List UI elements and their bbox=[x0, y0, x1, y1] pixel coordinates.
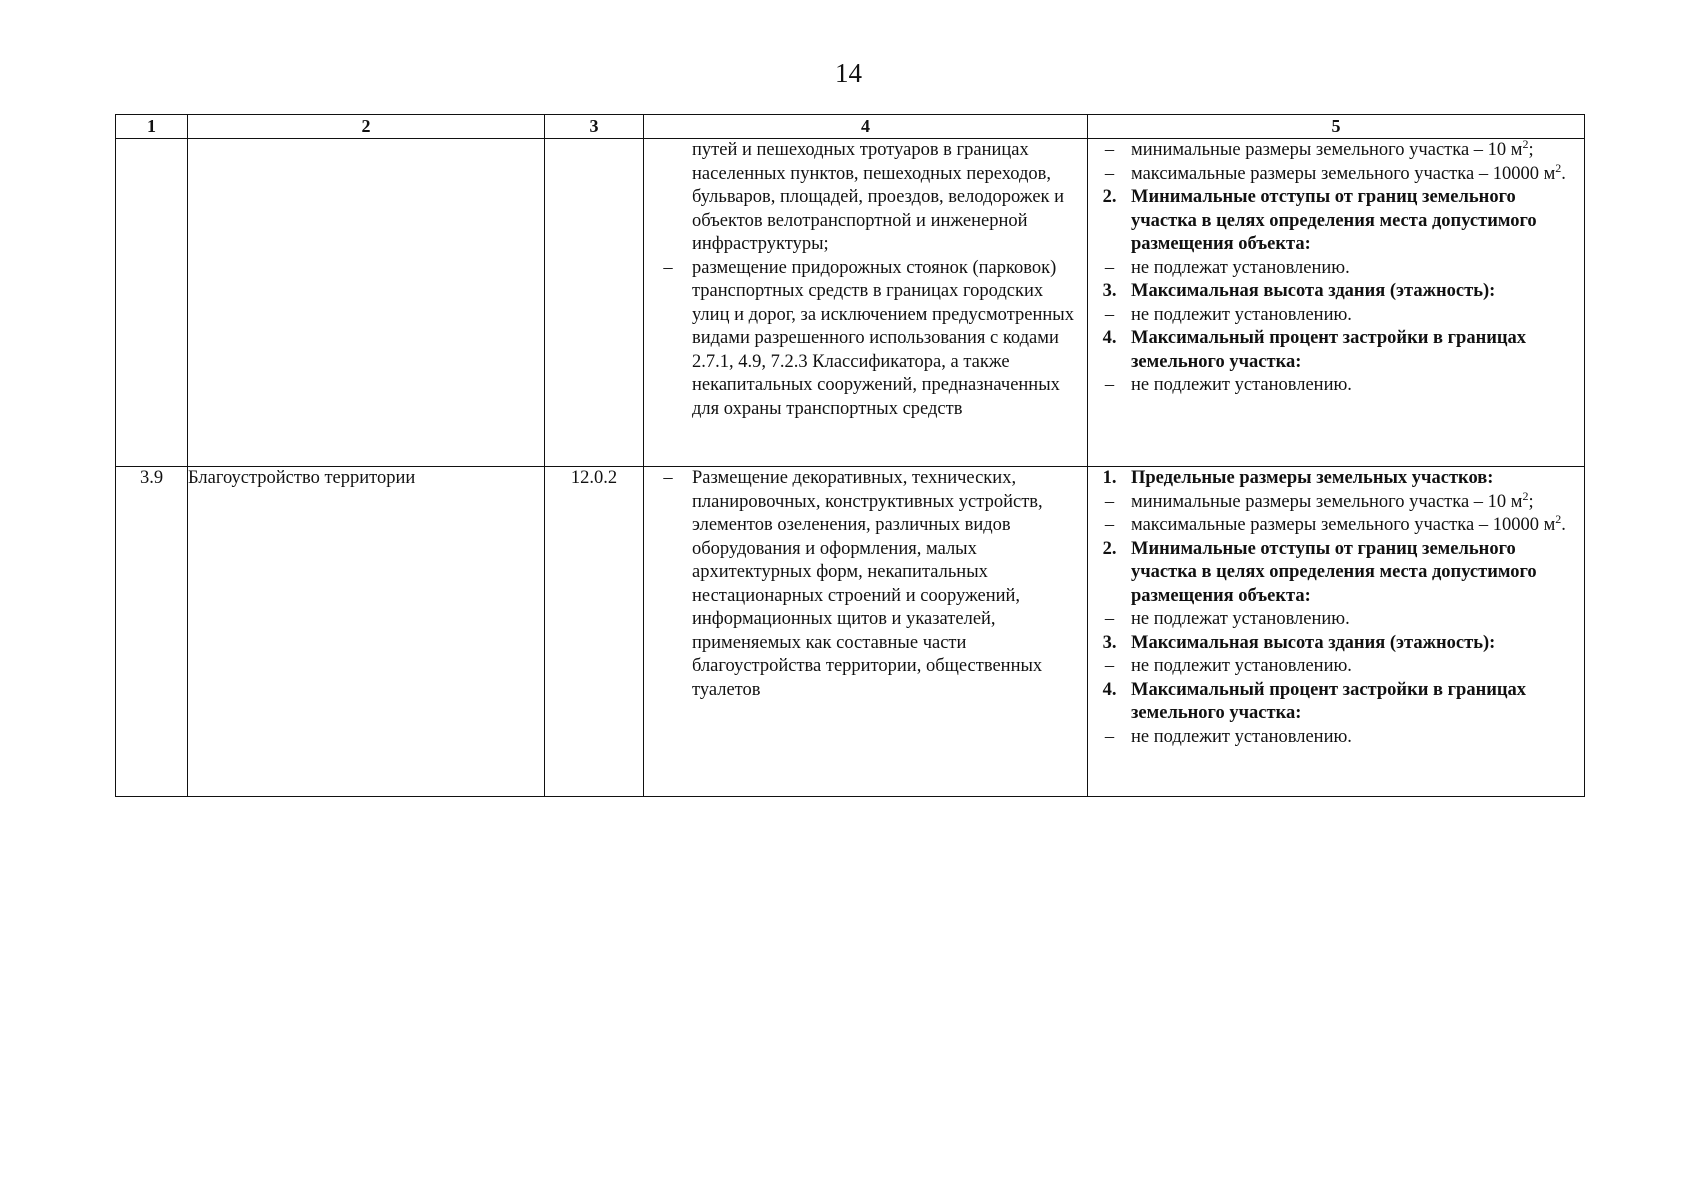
superscript: 2 bbox=[1522, 136, 1529, 151]
parameter-item bbox=[1088, 136, 1584, 163]
bullet-dash: – bbox=[1104, 163, 1115, 184]
parameter-number: 1. bbox=[1102, 468, 1117, 488]
parameter-heading bbox=[1131, 679, 1584, 726]
parameter-heading bbox=[1131, 538, 1584, 609]
land-use-name bbox=[188, 139, 545, 467]
parameter-value bbox=[1131, 488, 1584, 515]
parameter-item bbox=[1088, 679, 1584, 726]
bullet-dash: – bbox=[1104, 491, 1115, 512]
parameter-number: 4. bbox=[1102, 328, 1117, 348]
punctuation: ; bbox=[1528, 140, 1534, 160]
punctuation: . bbox=[1561, 515, 1566, 535]
parameter-number: 4. bbox=[1102, 679, 1117, 700]
bullet-dash: – bbox=[1104, 304, 1115, 325]
header-col-2: 2 bbox=[188, 115, 545, 139]
land-use-name: Благоустройство территории bbox=[188, 467, 545, 797]
parameter-value bbox=[1131, 160, 1584, 187]
parameter-heading bbox=[1131, 467, 1584, 491]
parameter-item bbox=[1088, 160, 1584, 187]
parameter-text: минимальные размеры земельного участка – 10 м bbox=[1131, 140, 1523, 160]
table-row bbox=[116, 467, 1585, 797]
parameter-item bbox=[1088, 374, 1584, 398]
parameter-number: 2. bbox=[1102, 538, 1117, 559]
parameter-number: 2. bbox=[1102, 187, 1117, 207]
parameter-item bbox=[1088, 488, 1584, 515]
bullet-dash: – bbox=[1104, 140, 1115, 160]
table-row bbox=[116, 139, 1585, 467]
parameter-text: Максимальная высота здания (этажность): bbox=[1131, 632, 1496, 653]
bullet-dash: – bbox=[1104, 257, 1115, 278]
land-use-description bbox=[644, 467, 1088, 797]
parameter-item bbox=[1088, 186, 1584, 257]
header-col-3: 3 bbox=[545, 115, 644, 139]
bullet-dash: – bbox=[663, 257, 673, 278]
parameter-text: Минимальные отступы от границ земельного участка в целях определения места допустимого размещения объекта: bbox=[1131, 538, 1537, 606]
parameter-text: не подлежит установлению. bbox=[1131, 656, 1352, 676]
bullet-dash: – bbox=[1104, 515, 1115, 535]
description-item bbox=[644, 257, 1087, 422]
parameter-text: максимальные размеры земельного участка – 10000 м bbox=[1131, 515, 1556, 535]
parameter-item bbox=[1088, 257, 1584, 281]
parameter-text: максимальные размеры земельного участка – 10000 м bbox=[1131, 163, 1556, 184]
land-use-code: 12.0.2 bbox=[545, 467, 644, 797]
bullet-dash bbox=[644, 139, 692, 257]
parameter-text: не подлежат установлению. bbox=[1131, 257, 1350, 278]
description-item bbox=[644, 139, 1087, 257]
land-use-code bbox=[545, 139, 644, 467]
parameters-cell bbox=[1088, 136, 1585, 467]
bullet-dash: – bbox=[1104, 656, 1115, 676]
header-col-4: 4 bbox=[644, 115, 1088, 139]
parameter-item bbox=[1088, 304, 1584, 328]
header-col-5: 5 bbox=[1088, 115, 1585, 139]
superscript: 2 bbox=[1555, 511, 1562, 526]
parameter-value bbox=[1131, 257, 1584, 281]
description-text: путей и пешеходных тротуаров в границах населенных пунктов, пешеходных переходов, бульваров, площадей, проездов, велодорожек и объектов велотранспортной и инженерной инфраструктуры; bbox=[692, 140, 1065, 254]
bullet-dash: – bbox=[1104, 726, 1115, 747]
parameter-value bbox=[1131, 304, 1584, 328]
land-use-description bbox=[644, 139, 1088, 467]
header-col-1: 1 bbox=[116, 115, 188, 139]
punctuation: . bbox=[1561, 163, 1566, 184]
bullet-dash: – bbox=[1104, 609, 1115, 629]
parameter-item bbox=[1088, 632, 1584, 656]
parameter-text: не подлежит установлению. bbox=[1131, 375, 1352, 395]
parameter-item bbox=[1088, 467, 1584, 491]
parameter-heading bbox=[1131, 632, 1584, 656]
parameter-text: Максимальный процент застройки в границах земельного участка: bbox=[1131, 328, 1527, 372]
parameter-item bbox=[1088, 511, 1584, 538]
parameter-value bbox=[1131, 374, 1584, 398]
parameter-number: 3. bbox=[1102, 632, 1117, 653]
parameter-heading bbox=[1131, 280, 1584, 304]
parameter-text: Предельные размеры земельных участков: bbox=[1131, 468, 1494, 488]
parameter-text: Максимальная высота здания (этажность): bbox=[1131, 281, 1496, 301]
table-header-row bbox=[116, 115, 1585, 139]
bullet-dash: – bbox=[1104, 375, 1115, 395]
description-text: размещение придорожных стоянок (парковок) транспортных средств в границах городских улиц и дорог, за исключением предусмотренных видами разрешенного использования с кодами 2.7.1, 4.9, 7.2.3 Классификатора, а также некапитальных сооружений, предназначенных для охраны транспортных средств bbox=[692, 257, 1074, 419]
description-text: Размещение декоративных, технических, планировочных, конструктивных устройств, элементов озеленения, различных видов оборудования и оформления, малых архитектурных форм, некапитальных нестационарных строений и сооружений, информационных щитов и указателей, применяемых как составные части благоустройства территории, общественных туалетов bbox=[692, 468, 1043, 700]
row-number: 3.9 bbox=[116, 467, 188, 797]
parameter-heading bbox=[1131, 186, 1584, 257]
parameter-text: минимальные размеры земельного участка – 10 м bbox=[1131, 491, 1523, 512]
parameter-item bbox=[1088, 327, 1584, 374]
parameter-text: не подлежит установлению. bbox=[1131, 304, 1352, 325]
parameter-item bbox=[1088, 655, 1584, 679]
parameter-text: не подлежит установлению. bbox=[1131, 726, 1352, 747]
parameter-item bbox=[1088, 538, 1584, 609]
parameter-text: не подлежат установлению. bbox=[1131, 609, 1350, 629]
parameter-text: Максимальный процент застройки в границах земельного участка: bbox=[1131, 679, 1527, 723]
regulations-table bbox=[115, 114, 1585, 797]
parameter-item bbox=[1088, 280, 1584, 304]
parameter-number: 3. bbox=[1102, 281, 1117, 301]
parameter-value bbox=[1131, 608, 1584, 632]
description-item bbox=[644, 467, 1087, 702]
parameter-item bbox=[1088, 608, 1584, 632]
row-number bbox=[116, 139, 188, 467]
parameter-item bbox=[1088, 726, 1584, 750]
page-number: 14 bbox=[835, 58, 862, 88]
parameter-value bbox=[1131, 655, 1584, 679]
parameter-value bbox=[1131, 726, 1584, 750]
bullet-dash: – bbox=[663, 468, 673, 488]
superscript: 2 bbox=[1555, 160, 1562, 175]
parameter-value bbox=[1131, 136, 1584, 163]
punctuation: ; bbox=[1528, 491, 1534, 512]
parameters-cell bbox=[1088, 467, 1585, 797]
parameter-text: Минимальные отступы от границ земельного участка в целях определения места допустимого размещения объекта: bbox=[1131, 187, 1537, 254]
superscript: 2 bbox=[1522, 488, 1529, 503]
parameter-value bbox=[1131, 511, 1584, 538]
parameter-heading bbox=[1131, 327, 1584, 374]
